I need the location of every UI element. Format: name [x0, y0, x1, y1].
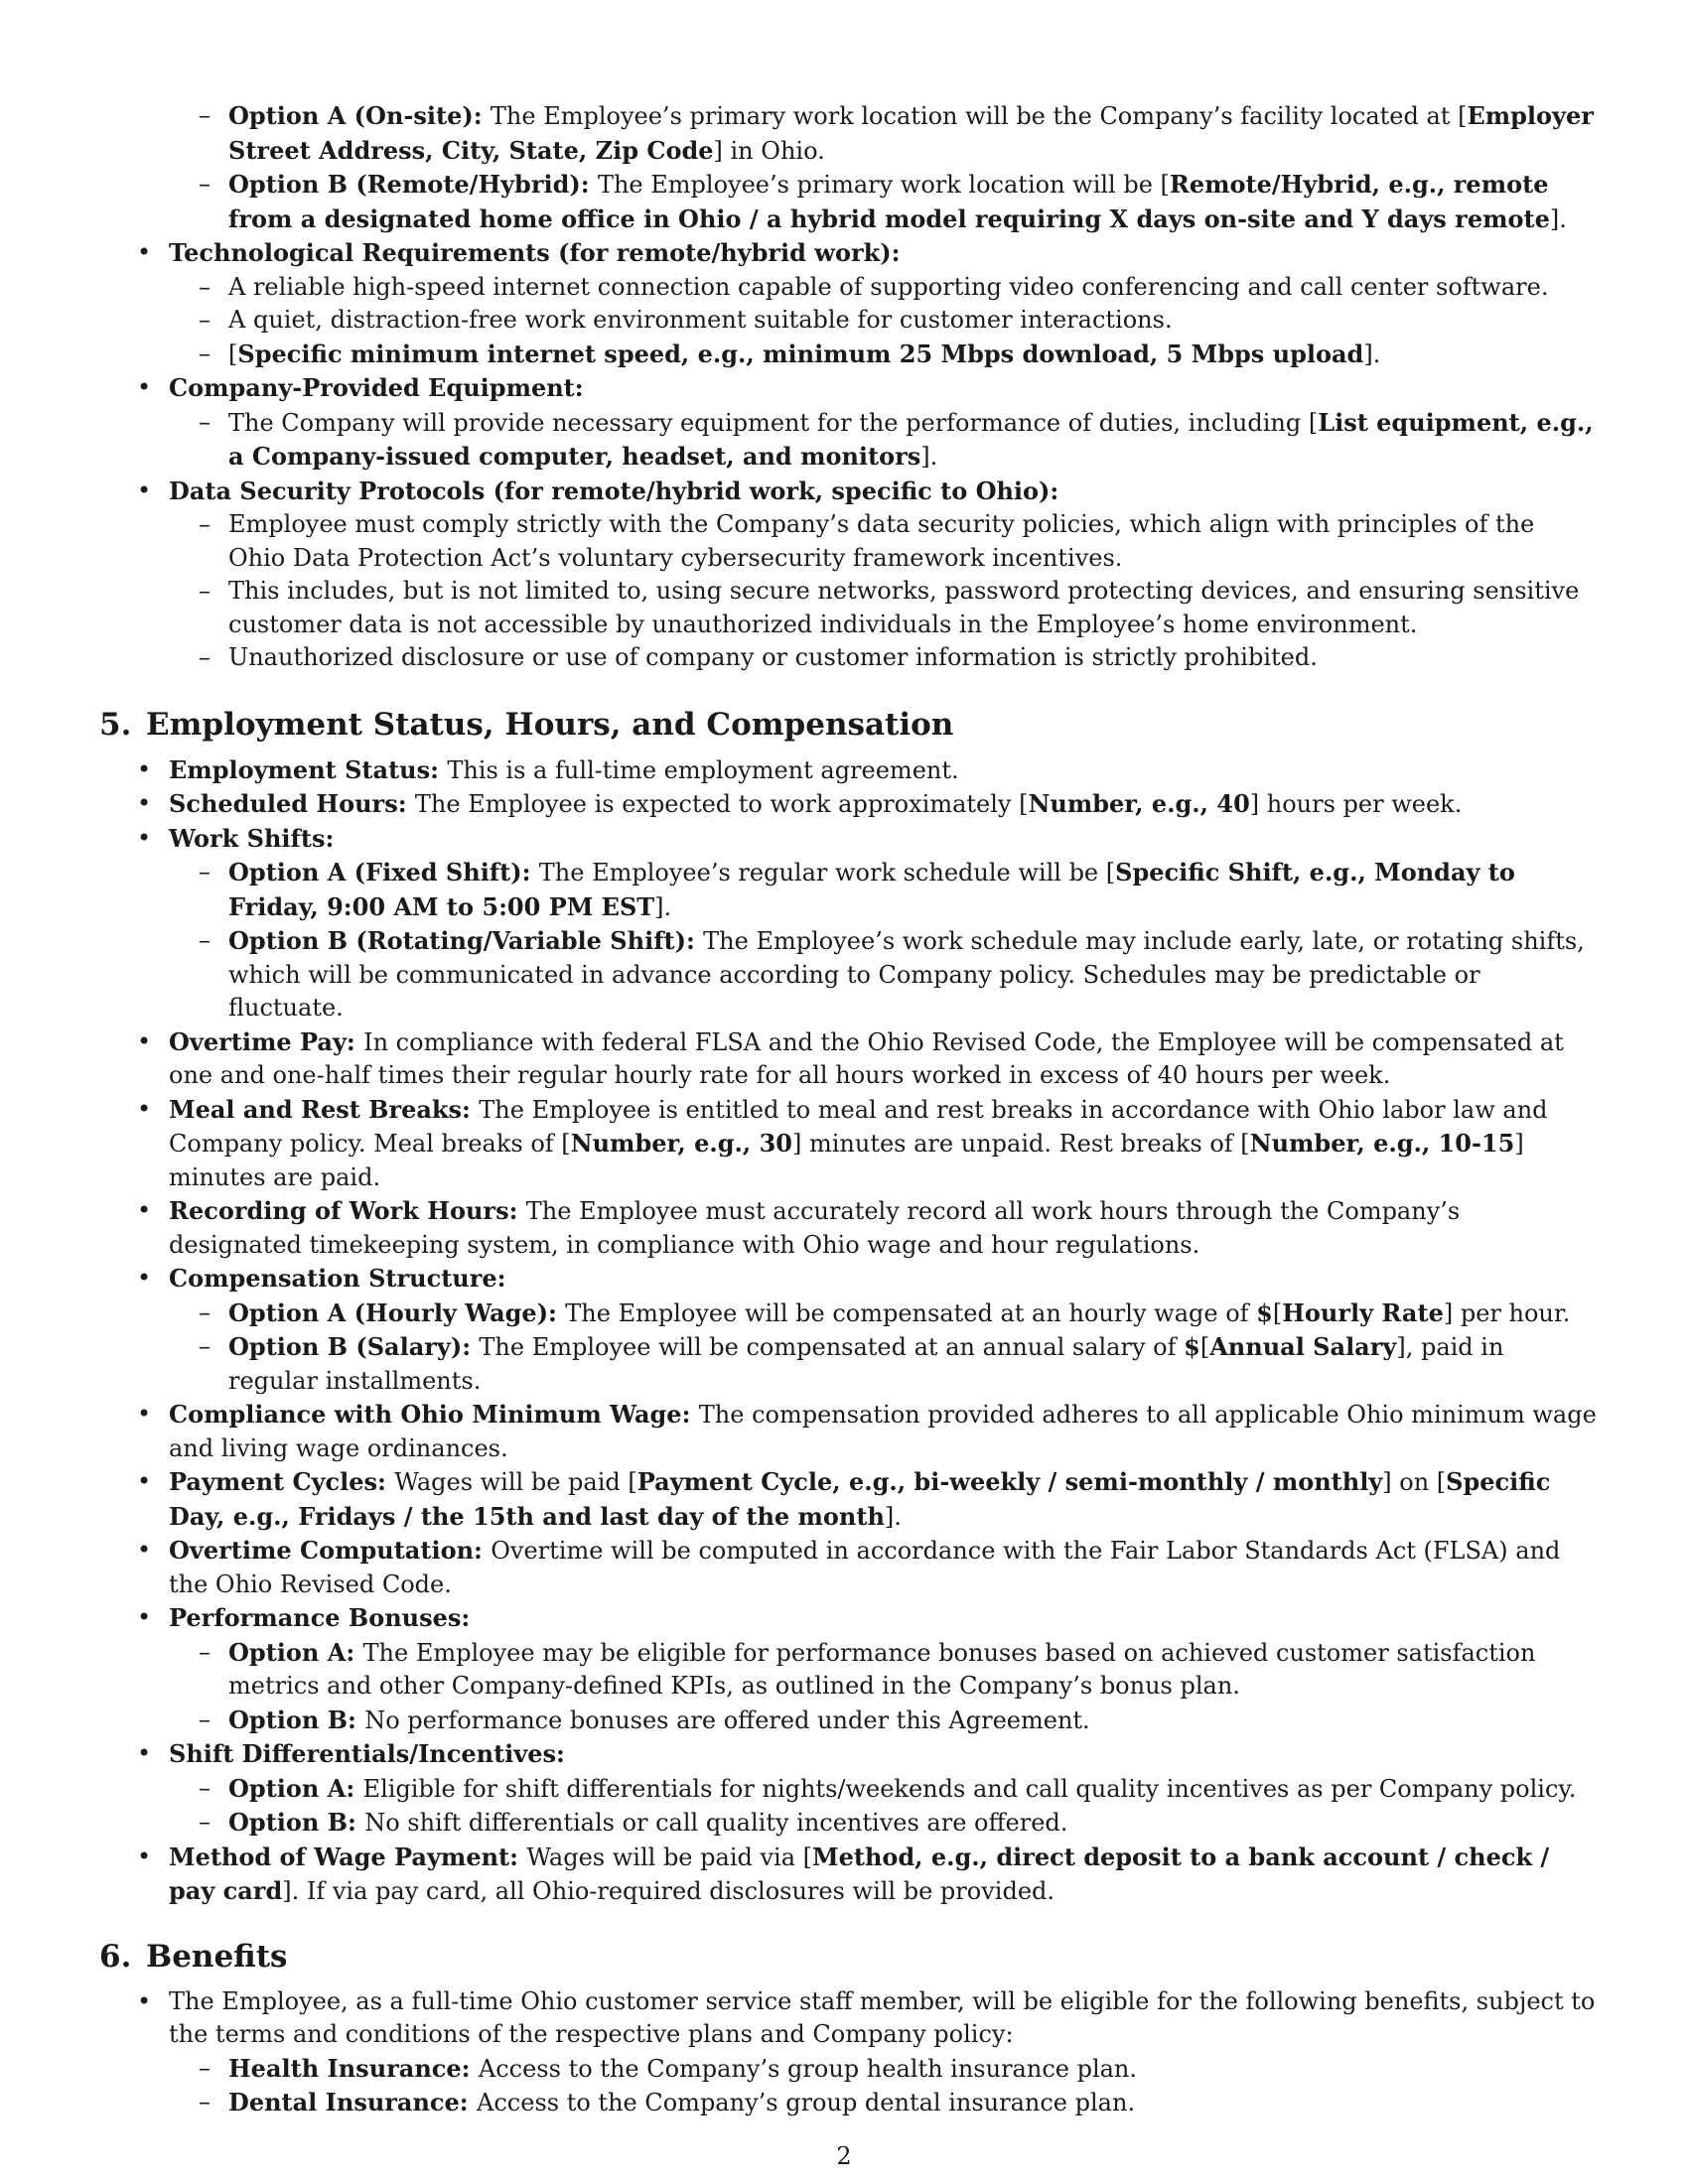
bold-text: Dental Insurance:	[228, 2088, 478, 2116]
sub-bullet-item	[99, 304, 1599, 338]
bullet-item	[99, 1841, 1599, 1909]
text-run: A quiet, distraction-free work environment suitable for customer interactions.	[228, 306, 1173, 334]
bold-text: Option B (Remote/Hybrid):	[228, 170, 598, 199]
text-run: The Employee will be compensated at an annual salary of	[479, 1333, 1185, 1361]
section-5-list	[99, 753, 1599, 1909]
sub-bullet-item	[99, 2052, 1599, 2087]
text-run: Unauthorized disclosure or use of company or customer information is strictly prohibited.	[228, 643, 1318, 671]
page-content	[99, 99, 1599, 2120]
sub-bullet-item	[99, 1297, 1599, 1331]
text-run: ].	[654, 892, 672, 921]
bold-text: Number, e.g., 40	[1028, 789, 1250, 818]
text-run: Eligible for shift differentials for nights/weekends and call quality incentives as per Company policy.	[362, 1774, 1577, 1803]
bold-text: Performance Bonuses:	[169, 1603, 471, 1632]
bold-text: Work Shifts:	[169, 823, 335, 853]
bold-text: Method, e.g., direct deposit to a bank account / check / pay card	[169, 1842, 1550, 1905]
text-run: The Employee’s primary work location will be the Company’s facility located at [	[490, 102, 1468, 130]
sub-bullet-item	[99, 1772, 1599, 1807]
bold-text: Meal and Rest Breaks:	[169, 1094, 480, 1124]
bold-text: $	[1256, 1297, 1273, 1327]
bold-text: Method of Wage Payment:	[169, 1842, 527, 1871]
sub-bullet-item	[99, 406, 1599, 475]
bold-text: Payment Cycles:	[169, 1467, 395, 1496]
section-5-heading	[99, 705, 1599, 745]
text-run: The Company will provide necessary equipment for the performance of duties, including [	[228, 408, 1319, 437]
bullet-item	[99, 1194, 1599, 1262]
text-run: The Employee is entitled to meal and rest breaks in accordance with Ohio labor law and Company policy. Meal breaks of [	[169, 1095, 1548, 1158]
bullet-item	[99, 371, 1599, 406]
sub-bullet-item	[99, 641, 1599, 675]
bold-text: List equipment, e.g., a Company-issued computer, headset, and monitors	[228, 407, 1594, 471]
text-run: ].	[884, 1502, 902, 1531]
bullet-item	[99, 822, 1599, 857]
sub-bullet-item	[99, 338, 1599, 372]
text-run: The Employee may be eligible for performance bonuses based on achieved customer satisfaction metrics and other Company-defined KPIs, as outlined in the Company’s bonus plan.	[228, 1638, 1536, 1700]
bold-text: Option A (Fixed Shift):	[228, 858, 539, 887]
sub-bullet-item	[99, 99, 1599, 168]
sub-bullet-item	[99, 168, 1599, 236]
text-run: The Employee is expected to work approximately [	[414, 790, 1029, 818]
bold-text: Company-Provided Equipment:	[169, 373, 584, 402]
section-6-list	[99, 1985, 1599, 2120]
sub-bullet-item	[99, 508, 1599, 575]
text-run: In compliance with federal FLSA and the Ohio Revised Code, the Employee will be compensated at one and one-half times their regular hourly rate for all hours worked in excess of 40 hours per week.	[169, 1027, 1564, 1089]
bold-text: Option A:	[228, 1637, 363, 1667]
bold-text: Overtime Pay:	[169, 1026, 364, 1056]
bold-text: Specific minimum internet speed, e.g., minimum 25 Mbps download, 5 Mbps upload	[237, 339, 1364, 368]
section-6-heading	[99, 1937, 1599, 1977]
text-run: No performance bonuses are offered under this Agreement.	[364, 1706, 1090, 1734]
bold-text: Overtime Computation:	[169, 1536, 492, 1565]
bold-text: Shift Differentials/Incentives:	[169, 1739, 565, 1768]
text-run: The compensation provided adheres to all applicable Ohio minimum wage and living wage ordinances.	[169, 1401, 1597, 1462]
sub-bullet-item	[99, 271, 1599, 305]
bold-text: Hourly Rate	[1282, 1297, 1444, 1327]
bold-text: Scheduled Hours:	[169, 789, 415, 818]
bold-text: Recording of Work Hours:	[169, 1196, 526, 1225]
text-run: No shift differentials or call quality incentives are offered.	[364, 1809, 1068, 1837]
bullet-item	[99, 1985, 1599, 2052]
bullet-item	[99, 236, 1599, 271]
text-run: ] minutes are paid.	[169, 1130, 1524, 1191]
bold-text: Data Security Protocols (for remote/hybrid work, specific to Ohio):	[169, 476, 1059, 505]
bold-text: Option A:	[228, 1773, 363, 1803]
bold-text: Technological Requirements (for remote/hybrid work):	[169, 238, 901, 267]
text-run: ].	[1549, 205, 1567, 233]
sub-bullet-item	[99, 1330, 1599, 1398]
bold-text: Option A (On-site):	[228, 101, 491, 130]
text-run: [	[1199, 1333, 1210, 1361]
text-run: The Employee’s regular work schedule will be [	[538, 859, 1116, 887]
bold-text: Option B (Rotating/Variable Shift):	[228, 926, 704, 955]
bold-text: Compliance with Ohio Minimum Wage:	[169, 1400, 699, 1429]
bold-text: Employment Status:	[169, 754, 448, 784]
bold-text: Remote/Hybrid, e.g., remote from a designated home office in Ohio / a hybrid model requiring X days on-site and Y days remote	[228, 170, 1550, 233]
text-run: ].	[1363, 340, 1381, 368]
section-number: 5.	[99, 706, 132, 743]
text-run: ].	[920, 443, 938, 471]
bold-text: Number, e.g., 30	[570, 1129, 792, 1158]
text-run: The Employee, as a full-time Ohio customer service staff member, will be eligible for the following benefits, subject to the terms and conditions of the respective plans and Company policy:	[169, 1986, 1596, 2048]
text-run: ] in Ohio.	[713, 136, 825, 165]
bold-text: Specific Day, e.g., Fridays / the 15th and last day of the month	[169, 1467, 1551, 1531]
text-run: ], paid in regular installments.	[228, 1333, 1504, 1395]
text-run: ]. If via pay card, all Ohio-required disclosures will be provided.	[282, 1877, 1055, 1905]
sub-bullet-item	[99, 2086, 1599, 2120]
text-run: [	[228, 340, 238, 368]
bold-text: Option B:	[228, 1808, 365, 1837]
section-title: Benefits	[146, 1938, 288, 1975]
text-run: [	[1272, 1298, 1283, 1327]
sub-bullet-item	[99, 575, 1599, 641]
bullet-item	[99, 753, 1599, 788]
text-run: ] on [	[1382, 1468, 1447, 1496]
sub-bullet-item	[99, 1806, 1599, 1841]
bold-text: Health Insurance:	[228, 2053, 479, 2083]
text-run: This is a full-time employment agreement.	[447, 755, 959, 784]
bullet-item	[99, 1093, 1599, 1195]
bold-text: Annual Salary	[1209, 1332, 1397, 1361]
text-run: Access to the Company’s group health insurance plan.	[478, 2054, 1138, 2083]
sub-bullet-item	[99, 856, 1599, 924]
bullet-item	[99, 1262, 1599, 1297]
bullet-item	[99, 787, 1599, 822]
text-run: A reliable high-speed internet connection capable of supporting video conferencing and call center software.	[228, 272, 1549, 301]
text-run: ] per hour.	[1443, 1298, 1571, 1327]
bullet-item	[99, 1465, 1599, 1534]
bold-text: Option B:	[228, 1705, 365, 1734]
sub-bullet-item	[99, 924, 1599, 1025]
bullet-item	[99, 1601, 1599, 1636]
text-run: This includes, but is not limited to, using secure networks, password protecting devices, and ensuring sensitive customer data is not accessible by unauthorized individuals in the Employee’s home environment.	[228, 577, 1580, 638]
text-run: The Employee must accurately record all work hours through the Company’s designated timekeeping system, in compliance with Ohio wage and hour regulations.	[169, 1197, 1461, 1259]
section-title: Employment Status, Hours, and Compensation	[146, 706, 954, 743]
bullet-item	[99, 1025, 1599, 1093]
bold-text: Employer Street Address, City, State, Zip Code	[228, 101, 1594, 165]
text-run: Wages will be paid [	[394, 1468, 637, 1496]
text-run: The Employee’s primary work location will be [	[597, 171, 1170, 199]
text-run: Wages will be paid via [	[526, 1843, 813, 1871]
bullet-item	[99, 1398, 1599, 1465]
text-run: ] hours per week.	[1249, 790, 1463, 818]
text-run: The Employee’s work schedule may include early, late, or rotating shifts, which will be communicated in advance according to Company policy. Schedules may be predictable or fluctuate.	[228, 927, 1585, 1022]
bold-text: Number, e.g., 10-15	[1249, 1129, 1515, 1158]
bullet-item	[99, 475, 1599, 509]
bullet-item	[99, 1534, 1599, 1601]
bold-text: Compensation Structure:	[169, 1264, 506, 1293]
text-run: Employee must comply strictly with the Company’s data security policies, which align with principles of the Ohio Data Protection Act’s voluntary cybersecurity framework incentives.	[228, 510, 1535, 572]
text-run: Access to the Company’s group dental insurance plan.	[477, 2089, 1136, 2116]
bold-text: Option B (Salary):	[228, 1332, 480, 1361]
text-run: ] minutes are unpaid. Rest breaks of [	[791, 1130, 1250, 1158]
work-location-list	[99, 99, 1599, 675]
bold-text: Option A (Hourly Wage):	[228, 1297, 566, 1327]
bullet-item	[99, 1737, 1599, 1772]
bold-text: Payment Cycle, e.g., bi-weekly / semi-monthly / monthly	[636, 1467, 1383, 1496]
text-run: Overtime will be computed in accordance with the Fair Labor Standards Act (FLSA) and the Ohio Revised Code.	[169, 1537, 1561, 1598]
sub-bullet-item	[99, 1704, 1599, 1738]
bold-text: Specific Shift, e.g., Monday to Friday, 9:00 AM to 5:00 PM EST	[228, 858, 1515, 921]
section-number: 6.	[99, 1938, 132, 1975]
page-number: 2	[836, 2142, 852, 2170]
sub-bullet-item	[99, 1636, 1599, 1704]
bold-text: $	[1184, 1332, 1200, 1361]
text-run: The Employee will be compensated at an hourly wage of	[565, 1298, 1257, 1327]
